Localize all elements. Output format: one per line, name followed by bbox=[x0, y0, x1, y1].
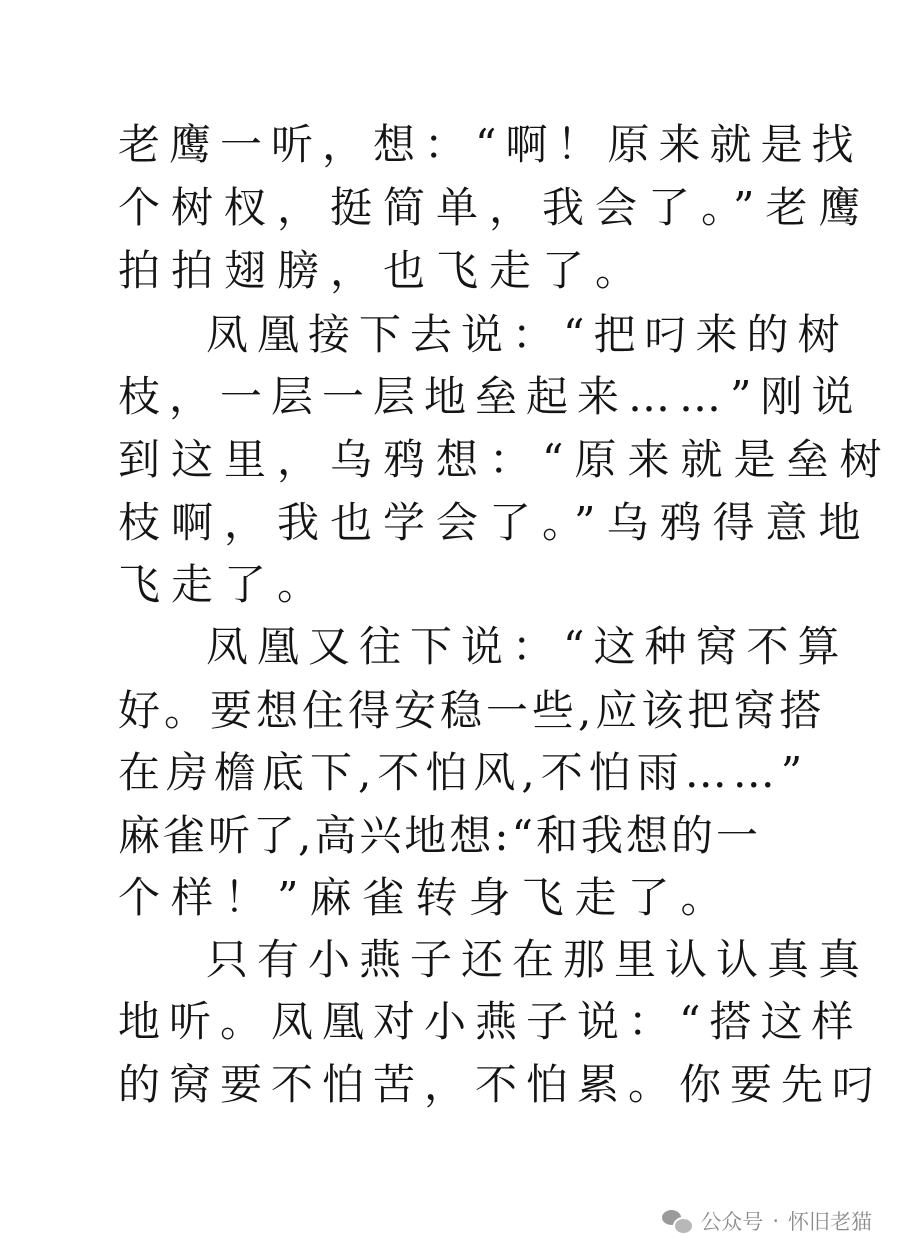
text-line: 个样！”麻雀转身飞走了。 bbox=[118, 873, 734, 922]
wechat-icon bbox=[662, 1208, 692, 1234]
text-line: 个树杈，挺简单，我会了。”老鹰 bbox=[118, 183, 872, 232]
text-line: 枝啊，我也学会了。”乌鸦得意地 bbox=[118, 498, 872, 547]
watermark-prefix: 公众号 bbox=[700, 1210, 764, 1234]
text-line: 在房檐底下,不怕风,不怕雨……” bbox=[118, 748, 809, 797]
paragraph-start-line: 只有小燕子还在那里认认真真 bbox=[206, 935, 870, 984]
watermark bbox=[662, 1203, 872, 1239]
text-line: 枝，一层一层地垒起来……”刚说 bbox=[118, 372, 863, 421]
text-line: 到这里，乌鸦想：“原来就是垒树 bbox=[118, 435, 893, 484]
paragraph-start-line: 凤凰接下去说：“把叼来的树 bbox=[206, 310, 849, 359]
text-line: 老鹰一听，想：“啊！原来就是找 bbox=[118, 120, 863, 169]
watermark-account: 怀旧老猫 bbox=[788, 1210, 872, 1234]
text-line: 的窝要不怕苦，不怕累。你要先叼 bbox=[118, 1060, 884, 1109]
text-line: 好。要想住得安稳一些,应该把窝搭 bbox=[118, 686, 826, 735]
text-line: 飞走了。 bbox=[118, 560, 331, 609]
text-line: 麻雀听了,高兴地想:“和我想的一 bbox=[118, 811, 761, 860]
paragraph-start-line: 凤凰又往下说：“这种窝不算 bbox=[206, 622, 849, 671]
text-line: 拍拍翅膀，也飞走了。 bbox=[118, 246, 649, 295]
text-line: 地听。凤凰对小燕子说：“搭这样 bbox=[118, 997, 863, 1046]
watermark-separator: · bbox=[772, 1209, 779, 1233]
